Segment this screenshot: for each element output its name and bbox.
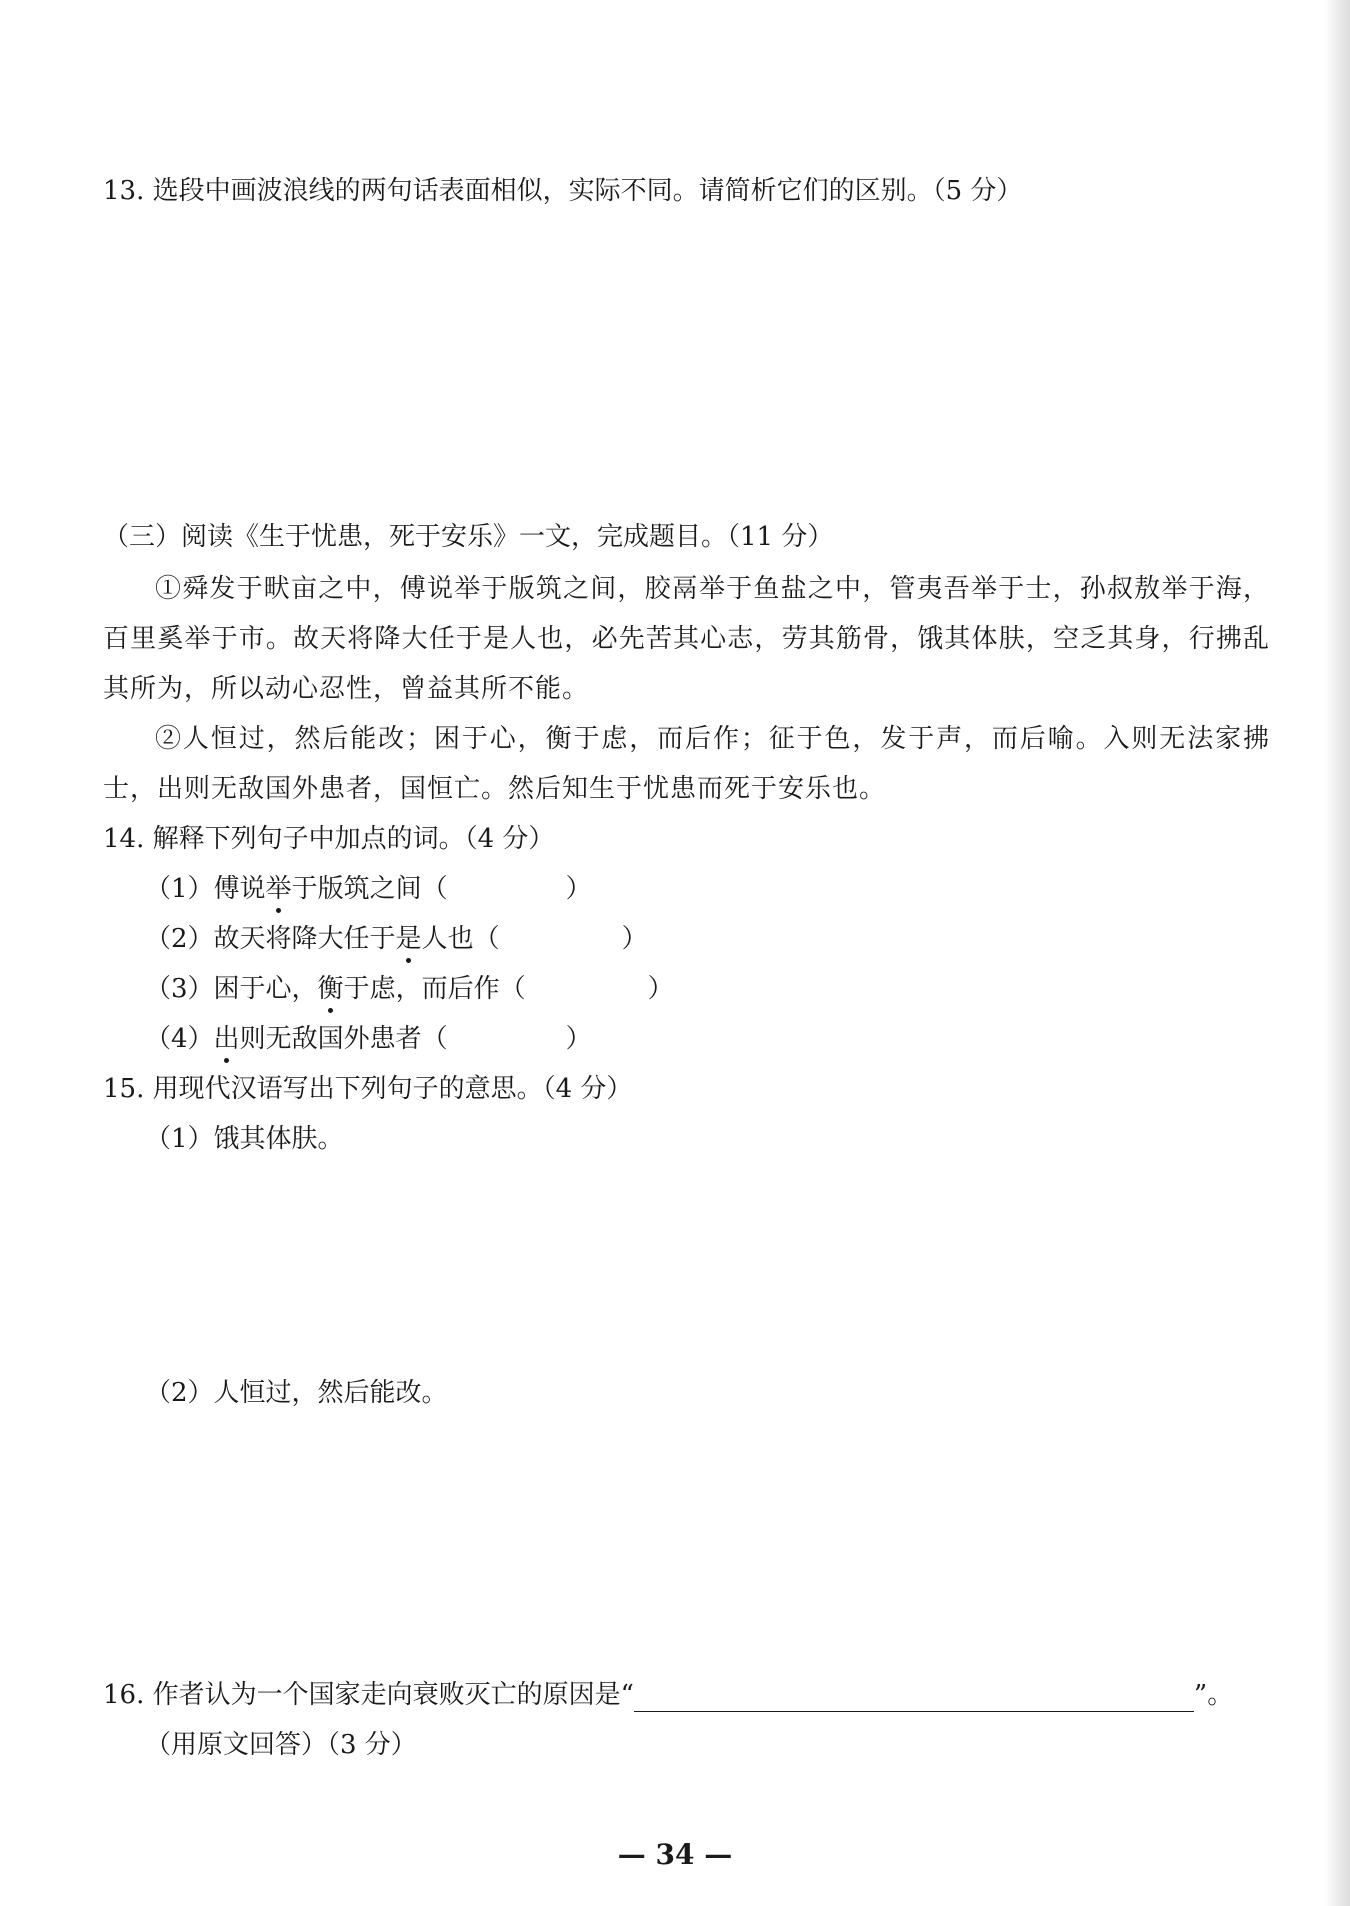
- dotted-word: 举: [265, 874, 292, 904]
- item-close: ）: [621, 924, 648, 954]
- passage-paragraph-2: ②人恒过，然后能改；困于心，衡于虑，而后作；征于色，发于声，而后喻。入则无法家拂士，出则无敌国外患者，国恒亡。然后知生于忧患而死于安乐也。: [103, 724, 1270, 804]
- passage-paragraph-1: ①舜发于畎亩之中，傅说举于版筑之间，胶鬲举于鱼盐之中，管夷吾举于士，孙叔敖举于海，百里奚举于市。故天将降大任于是人也，必先苦其心志，劳其筋骨，饿其体肤，空乏其身，行拂乱其所为，所以动心忍性，曾益其所不能。: [103, 574, 1270, 704]
- question-15-item-2: （2）人恒过，然后能改。: [145, 1378, 448, 1408]
- question-16: [103, 1678, 1233, 1712]
- question-14-item-3: [145, 972, 674, 1006]
- item-suffix: 人也（: [421, 924, 500, 954]
- question-14-item-2: [145, 922, 648, 956]
- question-14-item-1: [145, 872, 592, 906]
- item-close: ）: [565, 874, 592, 904]
- item-close: ）: [565, 1024, 592, 1054]
- question-13: 13. 选段中画波浪线的两句话表面相似，实际不同。请简析它们的区别。（5 分）: [103, 176, 1023, 206]
- question-14: 14. 解释下列句子中加点的词。（4 分）: [103, 824, 555, 854]
- dotted-word: 衡: [317, 974, 344, 1004]
- page-edge-shadow: [1324, 0, 1350, 1906]
- item-close: ）: [647, 974, 674, 1004]
- section-3-heading: （三）阅读《生于忧患，死于安乐》一文，完成题目。（11 分）: [103, 522, 834, 552]
- page-number: — 34 —: [617, 1838, 733, 1871]
- dotted-word: 出: [213, 1024, 240, 1054]
- item-suffix: 于虑，而后作（: [343, 974, 526, 1004]
- dotted-word: 是: [395, 924, 422, 954]
- question-16-note: （用原文回答）（3 分）: [145, 1730, 417, 1760]
- question-15-item-1: （1）饿其体肤。: [145, 1124, 344, 1154]
- item-suffix: 则无敌国外患者（: [239, 1024, 448, 1054]
- question-16-close: ”。: [1193, 1680, 1234, 1710]
- answer-line[interactable]: [634, 1683, 1194, 1712]
- item-prefix: （4）: [145, 1024, 214, 1054]
- item-suffix: 于版筑之间（: [291, 874, 448, 904]
- item-prefix: （1）傅说: [145, 874, 266, 904]
- item-prefix: （2）故天将降大任于: [145, 924, 396, 954]
- item-prefix: （3）困于心，: [145, 974, 318, 1004]
- question-16-text: 16. 作者认为一个国家走向衰败灭亡的原因是“: [103, 1680, 634, 1710]
- question-15: 15. 用现代汉语写出下列句子的意思。（4 分）: [103, 1074, 633, 1104]
- question-14-item-4: [145, 1022, 592, 1056]
